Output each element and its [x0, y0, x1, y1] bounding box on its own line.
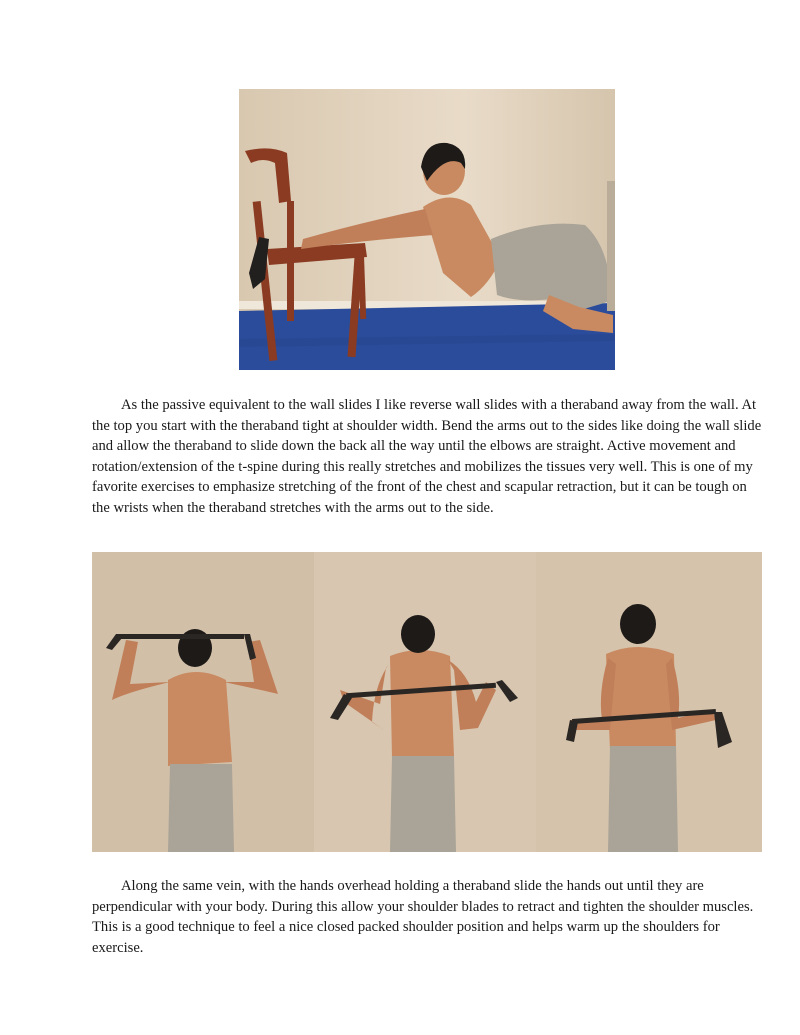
paragraph-overhead-theraband: Along the same vein, with the hands overhead holding a theraband slide the hands out until they are perpendicular with your body. During this allow your shoulder blades to retract and tighten the shoulder muscles. This is a good technique to feel a nice closed packed shoulder position and helps warm up the shoulders for exercise.	[92, 878, 754, 956]
photo-panel-mid	[314, 552, 536, 852]
photo-panel-overhead	[92, 552, 314, 852]
photo-chair-stretch	[239, 89, 615, 370]
low-band-illustration	[536, 552, 762, 852]
mid-band-illustration	[314, 552, 536, 852]
overhead-band-illustration	[92, 552, 314, 852]
photo-panel-low	[536, 552, 762, 852]
chair-stretch-illustration	[239, 89, 615, 370]
photo-strip-theraband-sequence	[92, 552, 762, 852]
paragraph-reverse-wall-slides: As the passive equivalent to the wall slides I like reverse wall slides with a theraband away from the wall. At the top you start with the theraband tight at shoulder width. Bend the arms out to the sides like doing the wall slide and allow the theraband to slide down the back all the way until the elbows are straight. Active movement and rotation/extension of the t-spine during this really stretches and mobilizes the tissues very well. This is one of my favorite exercises to emphasize stretching of the front of the chest and scapular retraction, but it can be tough on the wrists when the theraband stretches with the arms out to the side.	[92, 397, 762, 516]
